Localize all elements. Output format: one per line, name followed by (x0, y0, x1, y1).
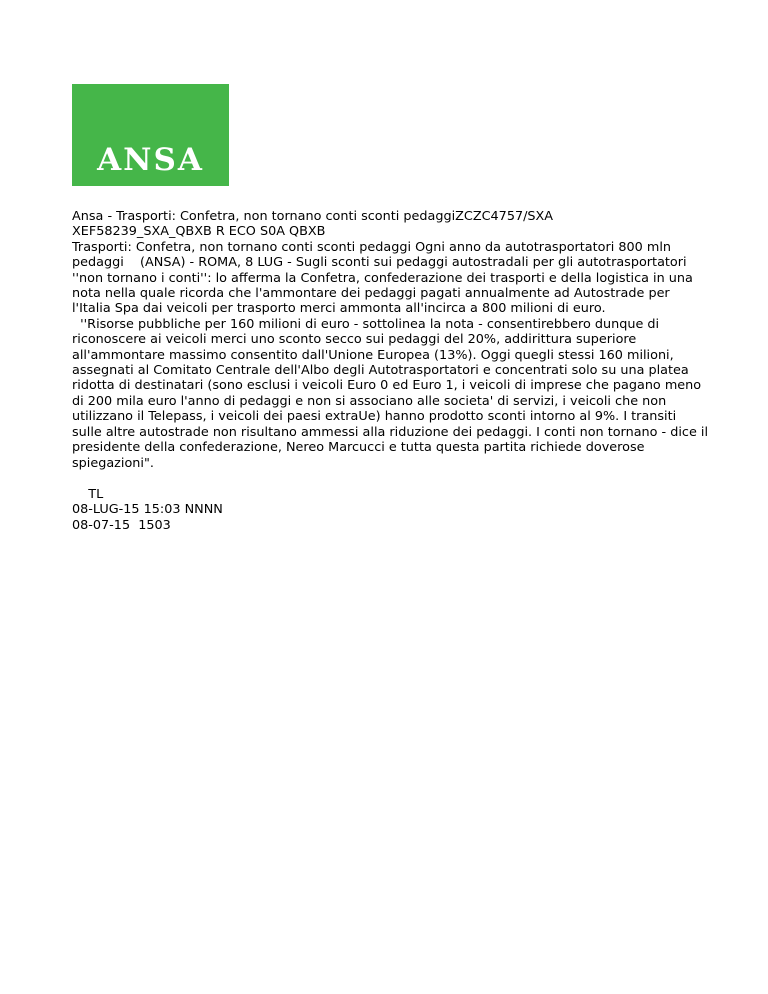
article-footer (72, 487, 223, 533)
author-signature: TL (72, 487, 104, 502)
article-text (72, 209, 713, 471)
date-code: 08-07-15 1503 (72, 517, 171, 533)
ansa-logo (72, 84, 229, 186)
article-code-line: XEF58239_SXA_QBXB R ECO S0A QBXB (72, 224, 326, 240)
transmission-timestamp: 08-LUG-15 15:03 NNNN (72, 502, 223, 518)
article-body-paragraph-1: Trasporti: Confetra, non tornano conti sconti pedaggi Ogni anno da autotrasportatori 800 mln pedaggi (ANSA) - ROMA, 8 LUG - Sugli sconti sui pedaggi autostradali per gli autotrasportatori ''non tornano i conti'': lo afferma la Confetra, confederazione dei trasporti e della logistica in una nota nella quale ricorda che l'ammontare dei pedaggi pagati annualmente ad Autostrade per l'Italia Spa dai veicoli per trasporto merci ammonta all'incirca a 800 milioni di euro. (72, 239, 697, 317)
ansa-logo-text: ANSA (97, 142, 204, 178)
article-body-paragraph-2: ''Risorse pubbliche per 160 milioni di euro - sottolinea la nota - consentirebbero dunque di riconoscere ai veicoli merci uno sconto secco sui pedaggi del 20%, addirittura superiore all'ammontare massimo consentito dall'Unione Europea (13%). Oggi quegli stessi 160 milioni, assegnati al Comitato Centrale dell'Albo degli Autotrasportatori e concentrati solo su una platea ridotta di destinatari (sono esclusi i veicoli Euro 0 ed Euro 1, i veicoli di imprese che pagano meno di 200 mila euro l'anno di pedaggi e non si associano alle societa' di servizi, i veicoli che non utilizzano il Telepass, i veicoli dei paesi extraUe) hanno prodotto sconti intorno al 9%. I transiti sulle altre autostrade non risultano ammessi alla riduzione dei pedaggi. I conti non tornano - dice il presidente della confederazione, Nereo Marcucci e tutta questa partita richiede doverose spiegazioni". (72, 316, 713, 471)
article-slug-line: Ansa - Trasporti: Confetra, non tornano conti sconti pedaggiZCZC4757/SXA (72, 209, 554, 224)
